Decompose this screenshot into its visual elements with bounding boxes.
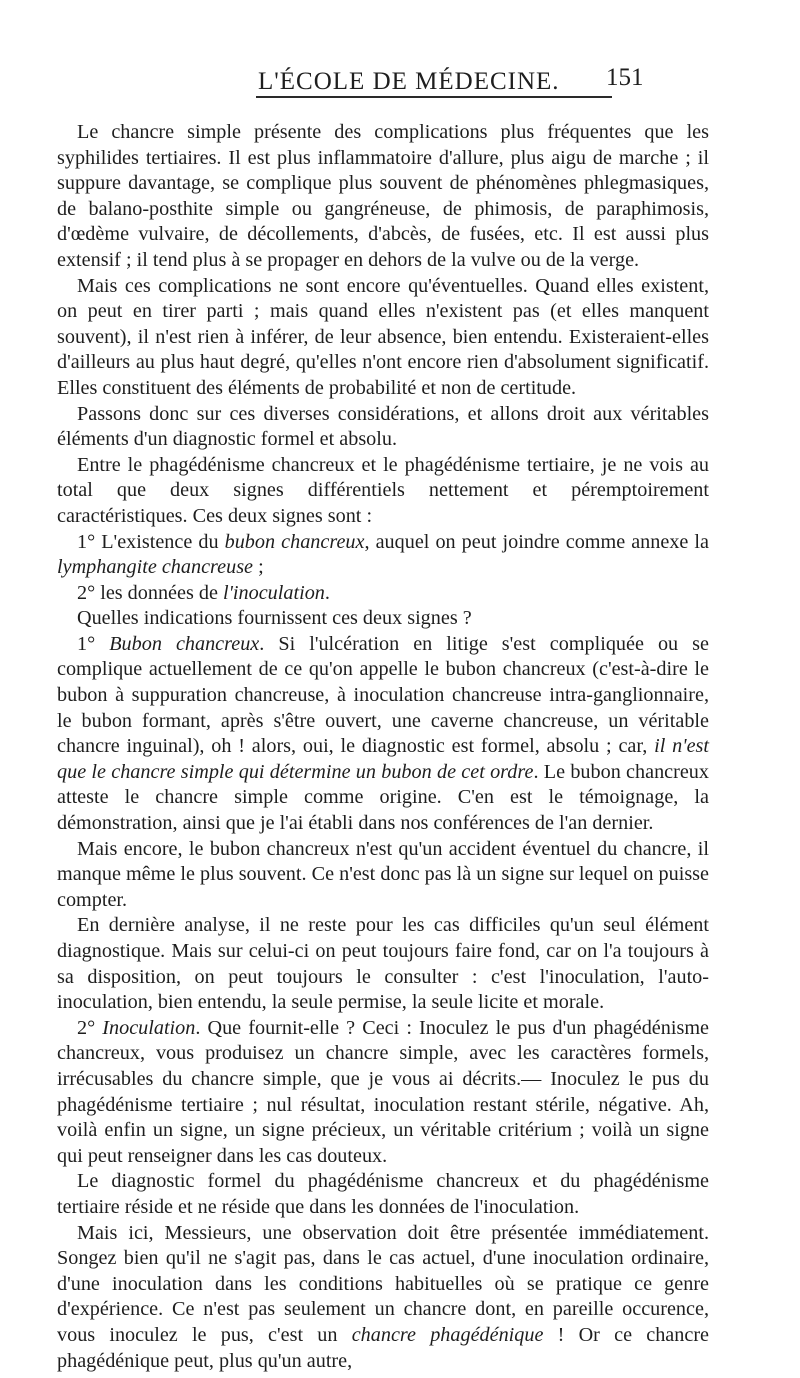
paragraph-text: . Que fournit-elle ? Ceci : Inoculez le pus d'un phagédénisme chancreux, vous produisez un chancre simple, avec les caractères formels, irrécusables du chancre simple, que je vous ai décrits.— Inoculez le pus du phagédénisme tertiaire ; nul résultat, inoculation restant stérile, négative. Ah, voilà enfin un signe, un signe précieux, un véritable critérium ; voilà un signe qui peut renseigner dans les cas douteux. [57, 1016, 709, 1167]
paragraph [57, 1169, 709, 1220]
header-rule [256, 96, 612, 98]
paragraph-text: , auquel on peut joindre comme annexe la [364, 530, 709, 553]
paragraph-text: 1° [77, 632, 110, 655]
paragraph-text: Entre le phagédénisme chancreux et le phagédénisme tertiaire, je ne vois au total que deux signes différentiels nettement et péremptoirement caractéristiques. Ces deux signes sont : [57, 453, 709, 527]
paragraph-text: 1° L'existence du [77, 530, 225, 553]
paragraph [57, 581, 709, 607]
paragraph-text: Mais encore, le bubon chancreux n'est qu'un accident éventuel du chancre, il manque même le plus souvent. Ce n'est donc pas là un signe sur lequel on puisse compter. [57, 837, 709, 911]
paragraph-text: 2° [77, 1016, 103, 1039]
paragraph-text: . Le bubon chancreux atteste le chancre simple comme origine. C'en est le témoignage, la démonstration, ainsi que je l'ai établi dans nos conférences de l'an dernier. [57, 760, 709, 835]
paragraph-text: . Si l'ulcération en litige s'est compliquée ou se complique actuellement de ce qu'on appelle le bubon chancreux (c'est-à-dire le bubon à suppuration chancreuse, à inoculation chancreuse intra-ganglionnaire, le bubon formant, après s'être ouvert, une caverne chancreuse, un véritable chancre inguinal), oh ! alors, oui, le diagnostic est formel, absolu ; car, [57, 632, 709, 758]
emphasis-text: lymphangite chancreuse [57, 556, 254, 579]
body-text [57, 120, 709, 1374]
paragraph-text: 2° les données de [77, 581, 223, 604]
paragraph [57, 1221, 709, 1375]
page-header [0, 58, 800, 98]
paragraph-text: Passons donc sur ces diverses considérations, et allons droit aux véritables éléments d'un diagnostic formel et absolu. [57, 402, 709, 451]
paragraph [57, 606, 709, 632]
paragraph [57, 530, 709, 581]
emphasis-text: Bubon chancreux [109, 632, 260, 655]
paragraph-text: Le chancre simple présente des complications plus fréquentes que les syphilides tertiaires. Il est plus inflammatoire d'allure, plus aigu de marche ; il suppure davantage, se complique plus souvent de phénomènes phlegmasiques, de balano-posthite simple ou gangréneuse, de phimosis, de paraphimosis, d'œdème vulvaire, de décollements, d'abcès, de fusées, etc. Il est aussi plus extensif ; il tend plus à se propager en dehors de la vulve ou de la verge. [57, 121, 709, 271]
paragraph [57, 274, 709, 402]
emphasis-text: bubon chancreux [224, 530, 365, 553]
paragraph [57, 632, 709, 837]
paragraph-text: Le diagnostic formel du phagédénisme chancreux et du phagédénisme tertiaire réside et ne réside que dans les données de l'inoculation. [57, 1170, 709, 1218]
emphasis-text: il n'est que le chancre simple qui détermine un bubon de cet ordre [57, 735, 709, 783]
emphasis-text: Inoculation [102, 1016, 196, 1039]
running-title: L'ÉCOLE DE MÉDECINE. [258, 68, 560, 95]
page-number: 151 [606, 64, 644, 91]
emphasis-text: chancre phagédénique [351, 1323, 544, 1346]
paragraph [57, 1016, 709, 1170]
paragraph [57, 837, 709, 914]
paragraph-text: Quelles indications fournissent ces deux signes ? [77, 607, 472, 630]
paragraph [57, 453, 709, 530]
paragraph [57, 402, 709, 453]
paragraph-text: En dernière analyse, il ne reste pour les cas difficiles qu'un seul élément diagnostique. Mais sur celui-ci on peut toujours faire fond, car on l'a toujours à sa disposition, on peut toujours le consulter : c'est l'inoculation, l'auto-inoculation, bien entendu, la seule permise, la seule licite et morale. [57, 914, 709, 1014]
paragraph-text: Mais ces complications ne sont encore qu'éventuelles. Quand elles existent, on peut en tirer parti ; mais quand elles n'existent pas (et elles manquent souvent), il n'est rien à inférer, de leur absence, bien entendu. Existeraient-elles d'ailleurs au plus haut degré, qu'elles n'ont encore rien d'absolument significatif. Elles constituent des éléments de probabilité et non de certitude. [57, 274, 709, 399]
emphasis-text: l'inoculation [223, 581, 325, 604]
paragraph-text: ; [253, 556, 264, 579]
paragraph-text: ! Or ce chancre phagédénique peut, plus qu'un autre, [57, 1323, 710, 1372]
paragraph-text: Mais ici, Messieurs, une observation doit être présentée immédiatement. Songez bien qu'il ne s'agit pas, dans le cas actuel, d'une inoculation ordinaire, d'une inoculation dans les conditions habituelles où se pratique ce genre d'expérience. Ce n'est pas seulement un chancre dont, en pareille occurence, vous inoculez le pus, c'est un [57, 1221, 709, 1346]
paragraph [57, 913, 709, 1015]
paragraph [57, 120, 709, 274]
paragraph-text: . [324, 581, 330, 604]
